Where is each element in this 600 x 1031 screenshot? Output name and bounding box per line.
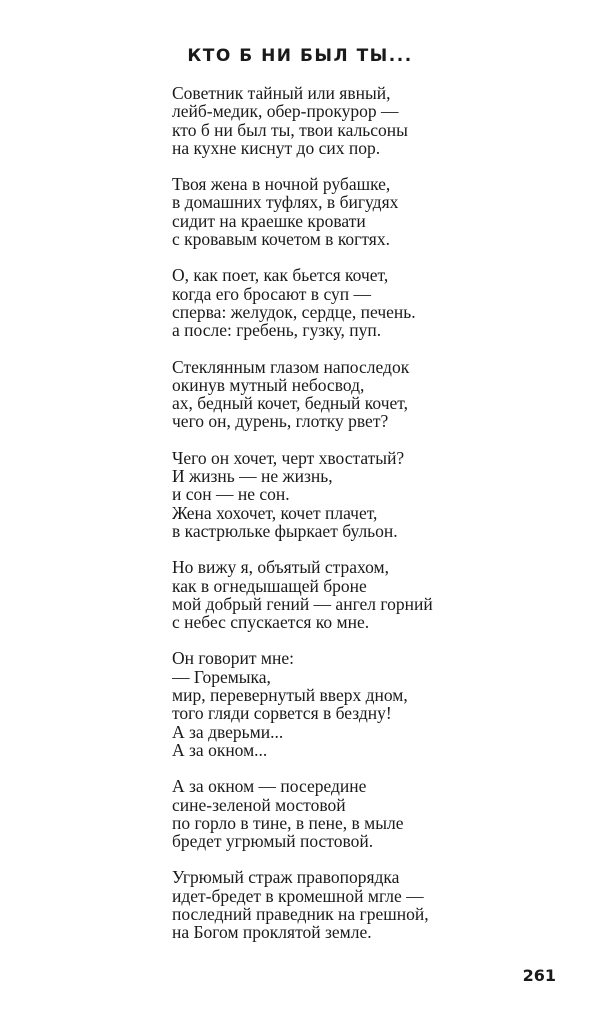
poem-line: в домашних туфлях, в бигудях	[172, 192, 399, 213]
poem-line: сперва: желудок, сердце, печень.	[172, 301, 416, 322]
poem-line: последний праведник на грешной,	[172, 903, 429, 924]
poem-line: окинув мутный небосвод,	[172, 374, 365, 395]
stanza	[172, 266, 572, 339]
poem-line: И жизнь — не жизнь,	[172, 466, 333, 487]
poem-line: Советник тайный или явный,	[172, 83, 391, 103]
poem-line: с кровавым кочетом в когтях.	[172, 229, 390, 250]
poem-line: А за окном — посередине	[172, 776, 367, 797]
stanza	[172, 649, 572, 759]
poem-line: в кастрюльке фыркает бульон.	[172, 520, 398, 541]
stanza	[172, 558, 572, 631]
poem-line: сидит на краешке кровати	[172, 210, 366, 231]
poem-line: ах, бедный кочет, бедный кочет,	[172, 393, 408, 414]
poem-line: мой добрый гений — ангел горний	[172, 593, 433, 614]
poem-line: — Горемыка,	[172, 666, 271, 687]
poem-line: когда его бросают в суп —	[172, 283, 371, 304]
poem-line: О, как поет, как бьется кочет,	[172, 265, 389, 286]
poem-line: а после: гребень, гузку, пуп.	[172, 320, 382, 341]
poem-line: на Богом проклятой земле.	[172, 922, 372, 943]
poem-line: А за дверьми...	[172, 721, 284, 742]
poem-line: бредет угрюмый постовой.	[172, 831, 374, 852]
poem-line: Угрюмый страж правопорядка	[172, 867, 400, 888]
stanza	[172, 777, 572, 850]
poem-line: Твоя жена в ночной рубашке,	[172, 174, 391, 195]
stanza	[172, 449, 572, 540]
poem-line: того гляди сорвется в бездну!	[172, 703, 392, 724]
poem-line: Стеклянным глазом напоследок	[172, 356, 410, 377]
poem-line: кто б ни был ты, твои кальсоны	[172, 119, 408, 140]
stanza	[172, 868, 572, 941]
poem-line: Жена хохочет, кочет плачет,	[172, 502, 378, 523]
poem-line: как в огнедышащей броне	[172, 575, 367, 596]
poem-line: Но вижу я, объятый страхом,	[172, 557, 389, 578]
poem-line: лейб-медик, обер-прокурор —	[172, 101, 399, 122]
poem-title: КТО Б НИ БЫЛ ТЫ...	[187, 46, 413, 66]
poem-line: идет-бредет в кромешной мгле —	[172, 885, 424, 906]
poem-line: и сон — не сон.	[172, 484, 290, 505]
poem-line: чего он, дурень, глотку рвет?	[172, 411, 389, 432]
poem-line: мир, перевернутый вверх дном,	[172, 685, 408, 706]
stanza	[172, 84, 572, 157]
stanza	[172, 358, 572, 431]
poem-line: с небес спускается ко мне.	[172, 612, 370, 633]
poem-line: Он говорит мне:	[172, 648, 294, 669]
poem-body	[172, 84, 572, 960]
poem-line: по горло в тине, в пене, в мыле	[172, 812, 404, 833]
poem-line: Чего он хочет, черт хвостатый?	[172, 447, 405, 468]
poem-line: А за окном...	[172, 739, 268, 760]
stanza	[172, 175, 572, 248]
page-number: 261	[522, 966, 556, 985]
poem-line: на кухне киснут до сих пор.	[172, 137, 381, 158]
poem-line: сине-зеленой мостовой	[172, 794, 346, 815]
